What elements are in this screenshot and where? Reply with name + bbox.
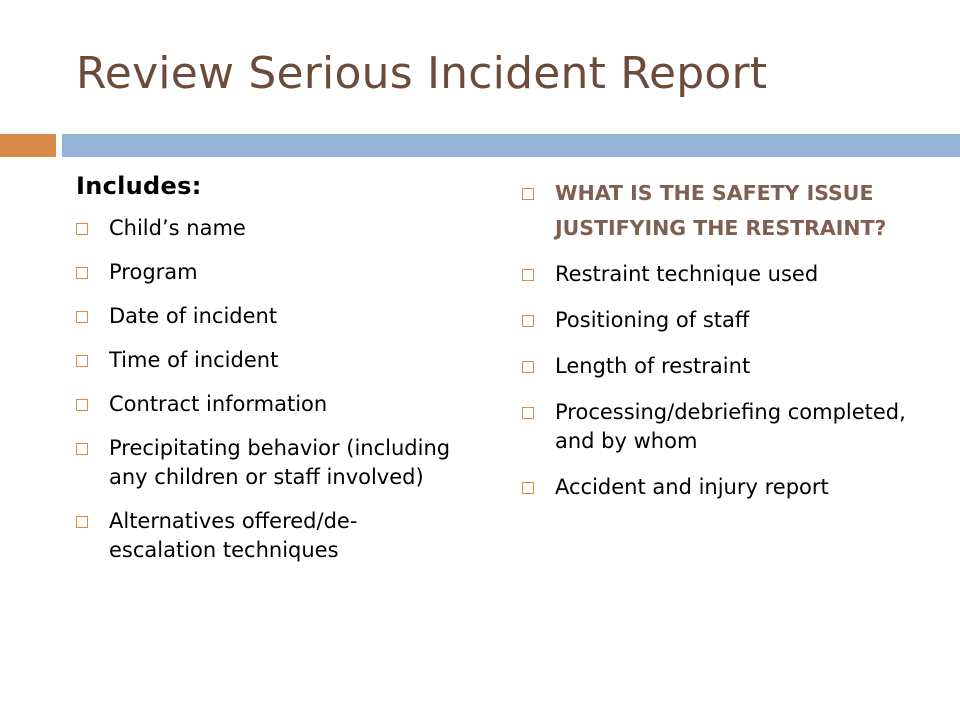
- square-bullet-icon: [522, 269, 534, 281]
- square-bullet-icon: [76, 223, 88, 235]
- list-item-precipitating-behavior: [76, 434, 456, 492]
- list-item-text: Time of incident: [109, 348, 279, 372]
- list-item-safety-issue: [522, 176, 942, 246]
- includes-list: [76, 214, 456, 565]
- list-item-length-of-restraint: [522, 352, 942, 381]
- accent-band-blue: [62, 134, 960, 157]
- restraint-details-list: [522, 176, 942, 502]
- square-bullet-icon: [522, 361, 534, 373]
- right-column: [522, 176, 942, 519]
- square-bullet-icon: [522, 315, 534, 327]
- list-item-text: Alternatives offered/de-escalation techniques: [109, 509, 358, 562]
- list-item-contract-information: [76, 390, 456, 419]
- square-bullet-icon: [76, 516, 88, 528]
- list-item-text: Date of incident: [109, 304, 278, 328]
- list-item-processing-debriefing: [522, 398, 942, 456]
- list-item-text: Program: [109, 260, 198, 284]
- list-item-date-of-incident: [76, 302, 456, 331]
- list-item-alternatives-offered: [76, 507, 456, 565]
- square-bullet-icon: [76, 443, 88, 455]
- square-bullet-icon: [76, 311, 88, 323]
- square-bullet-icon: [522, 407, 534, 419]
- list-item-positioning-of-staff: [522, 306, 942, 335]
- square-bullet-icon: [522, 482, 534, 494]
- list-item-childs-name: [76, 214, 456, 243]
- includes-heading: Includes:: [76, 172, 202, 200]
- square-bullet-icon: [76, 399, 88, 411]
- list-item-restraint-technique: [522, 260, 942, 289]
- list-item-text: Precipitating behavior (including any children or staff involved): [109, 436, 451, 489]
- slide-title: Review Serious Incident Report: [76, 48, 768, 99]
- square-bullet-icon: [76, 267, 88, 279]
- left-column: [76, 172, 456, 580]
- list-item-time-of-incident: [76, 346, 456, 375]
- accent-band-orange: [0, 134, 56, 157]
- list-item-text: Positioning of staff: [555, 308, 750, 332]
- list-item-text: Restraint technique used: [555, 262, 819, 286]
- list-item-text: Length of restraint: [555, 354, 751, 378]
- square-bullet-icon: [76, 355, 88, 367]
- list-item-text: Accident and injury report: [555, 475, 829, 499]
- list-item-text: WHAT IS THE SAFETY ISSUE JUSTIFYING THE RESTRAINT?: [555, 181, 887, 240]
- list-item-text: Child’s name: [109, 216, 246, 240]
- list-item-text: Processing/debriefing completed, and by whom: [555, 400, 906, 453]
- list-item-text: Contract information: [109, 392, 328, 416]
- list-item-accident-injury-report: [522, 473, 942, 502]
- list-item-program: [76, 258, 456, 287]
- square-bullet-icon: [522, 188, 534, 200]
